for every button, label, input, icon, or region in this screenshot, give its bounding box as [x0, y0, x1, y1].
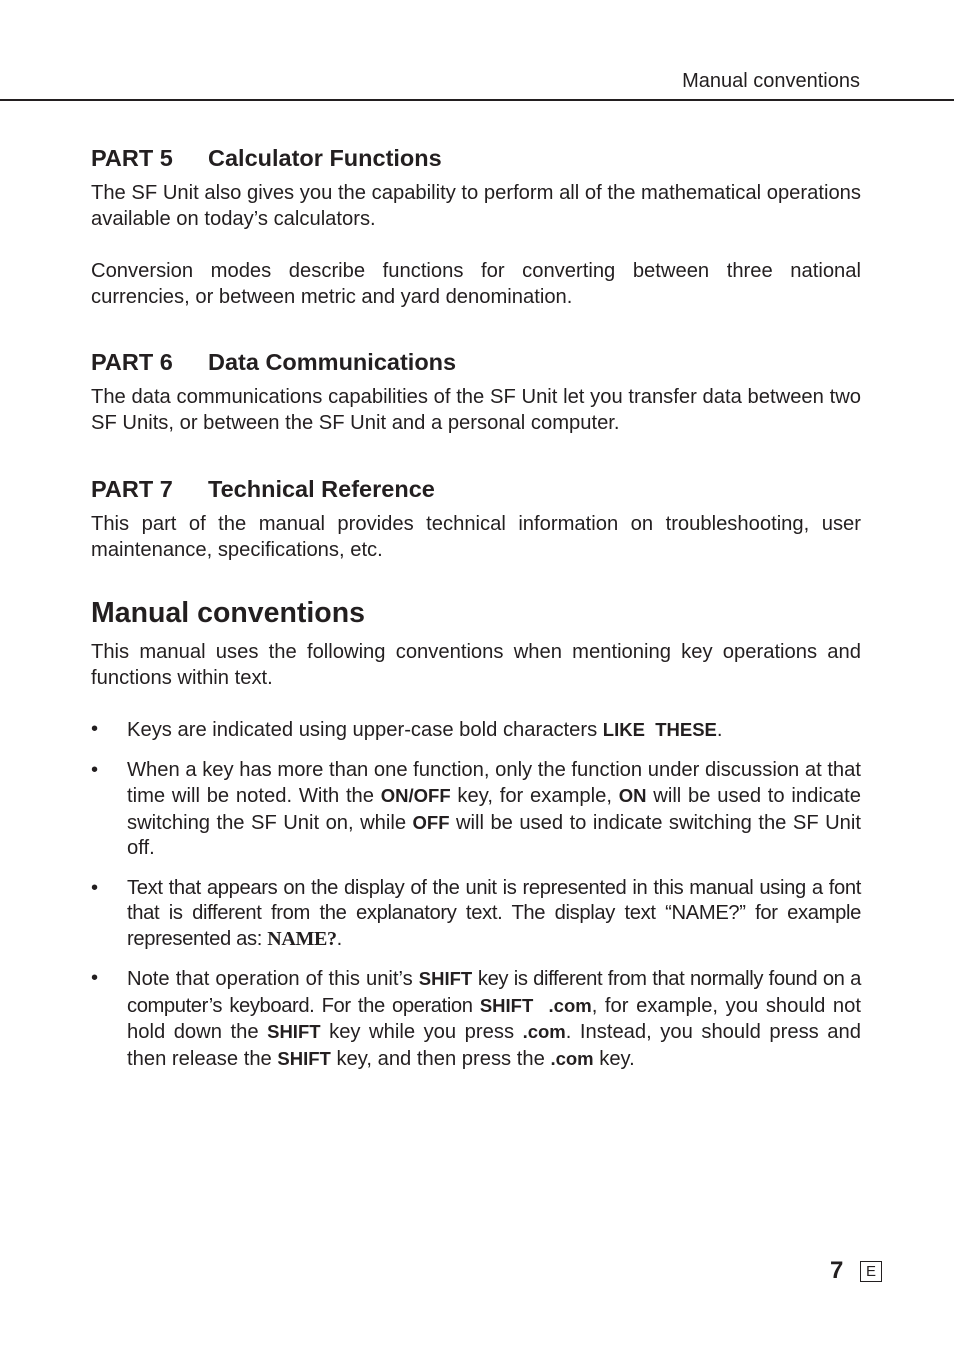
part7-paragraph-1: This part of the manual provides technical information on troubleshooting, user maintenance, specifications, etc. — [91, 513, 861, 561]
key-label: ON/OFF — [380, 785, 451, 806]
part5-title: Calculator Functions — [208, 145, 442, 171]
part6-title: Data Communications — [208, 349, 457, 375]
key-label: .com — [550, 1047, 594, 1069]
text: . — [336, 927, 342, 950]
key-label: .com — [522, 1021, 566, 1042]
page-number: 7 — [830, 1257, 844, 1284]
part6-heading — [91, 347, 861, 377]
bullet-icon: • — [91, 758, 99, 781]
conventions-intro: This manual uses the following conventions when mentioning key operations and functions within text. — [91, 641, 861, 689]
list-item — [91, 876, 861, 953]
text: . — [716, 719, 723, 741]
list-item — [91, 717, 861, 744]
part7-heading — [91, 474, 861, 504]
conventions-list — [91, 717, 861, 1072]
key-label: LIKE THESE — [602, 719, 717, 740]
text: key. — [593, 1047, 635, 1070]
list-item — [91, 966, 861, 1072]
text: Note that operation of this unit’s — [127, 968, 419, 990]
page-content — [91, 143, 861, 1086]
text: . Instead, you should press and then release the — [127, 1021, 861, 1070]
text: Text that appears on the display of the unit is represented in this manual using a font that is different from the explanatory text. The display text “NAME?” for example represented as: — [127, 876, 861, 950]
part5-label: PART 5 — [91, 145, 173, 171]
text: key is different from that normally found on a computer’s keyboard. For the operation — [127, 968, 861, 1017]
part7-title: Technical Reference — [208, 476, 435, 502]
part5-heading — [91, 143, 861, 173]
bullet-icon: • — [91, 718, 99, 740]
list-item — [91, 758, 861, 862]
part5-paragraph-2: Conversion modes describe functions for converting between three national currencies, or between metric and yard denomination. — [91, 260, 861, 308]
bullet-icon: • — [91, 876, 98, 899]
part6-label: PART 6 — [91, 349, 173, 375]
bullet-icon: • — [91, 967, 99, 989]
text: When a key has more than one function, only the function under discussion at that time will be noted. With the — [127, 758, 861, 807]
running-header: Manual conventions — [682, 70, 860, 92]
conventions-title: Manual conventions — [91, 597, 365, 629]
part5-paragraph-1: The SF Unit also gives you the capability to perform all of the mathematical operations available on today’s calculators. — [91, 182, 861, 230]
key-label: SHIFT — [267, 1021, 321, 1042]
text: key, for example, — [450, 785, 619, 807]
text: key, and then press the — [330, 1047, 551, 1070]
text: , for example, you should not hold down the — [127, 994, 861, 1043]
language-badge: E — [860, 1261, 882, 1282]
text: Keys are indicated using upper-case bold characters — [127, 719, 603, 741]
part6-paragraph-1: The data communications capabilities of the SF Unit let you transfer data between two SF Units, or between the SF Unit and a personal computer. — [91, 386, 861, 434]
key-label: ON — [618, 785, 647, 806]
text: will be used to indicate switching the SF Unit on, while — [127, 785, 861, 834]
key-label: .com — [548, 994, 592, 1016]
display-text-sample: NAME? — [267, 927, 337, 950]
key-label: OFF — [412, 811, 450, 833]
text — [533, 995, 548, 1017]
text: will be used to indicate switching the SF Unit off. — [127, 811, 861, 859]
key-label: SHIFT — [479, 994, 534, 1016]
text: key while you press — [320, 1021, 523, 1043]
part7-label: PART 7 — [91, 476, 173, 502]
key-label: SHIFT — [418, 968, 473, 989]
key-label: SHIFT — [277, 1047, 331, 1069]
header-rule — [0, 99, 954, 101]
